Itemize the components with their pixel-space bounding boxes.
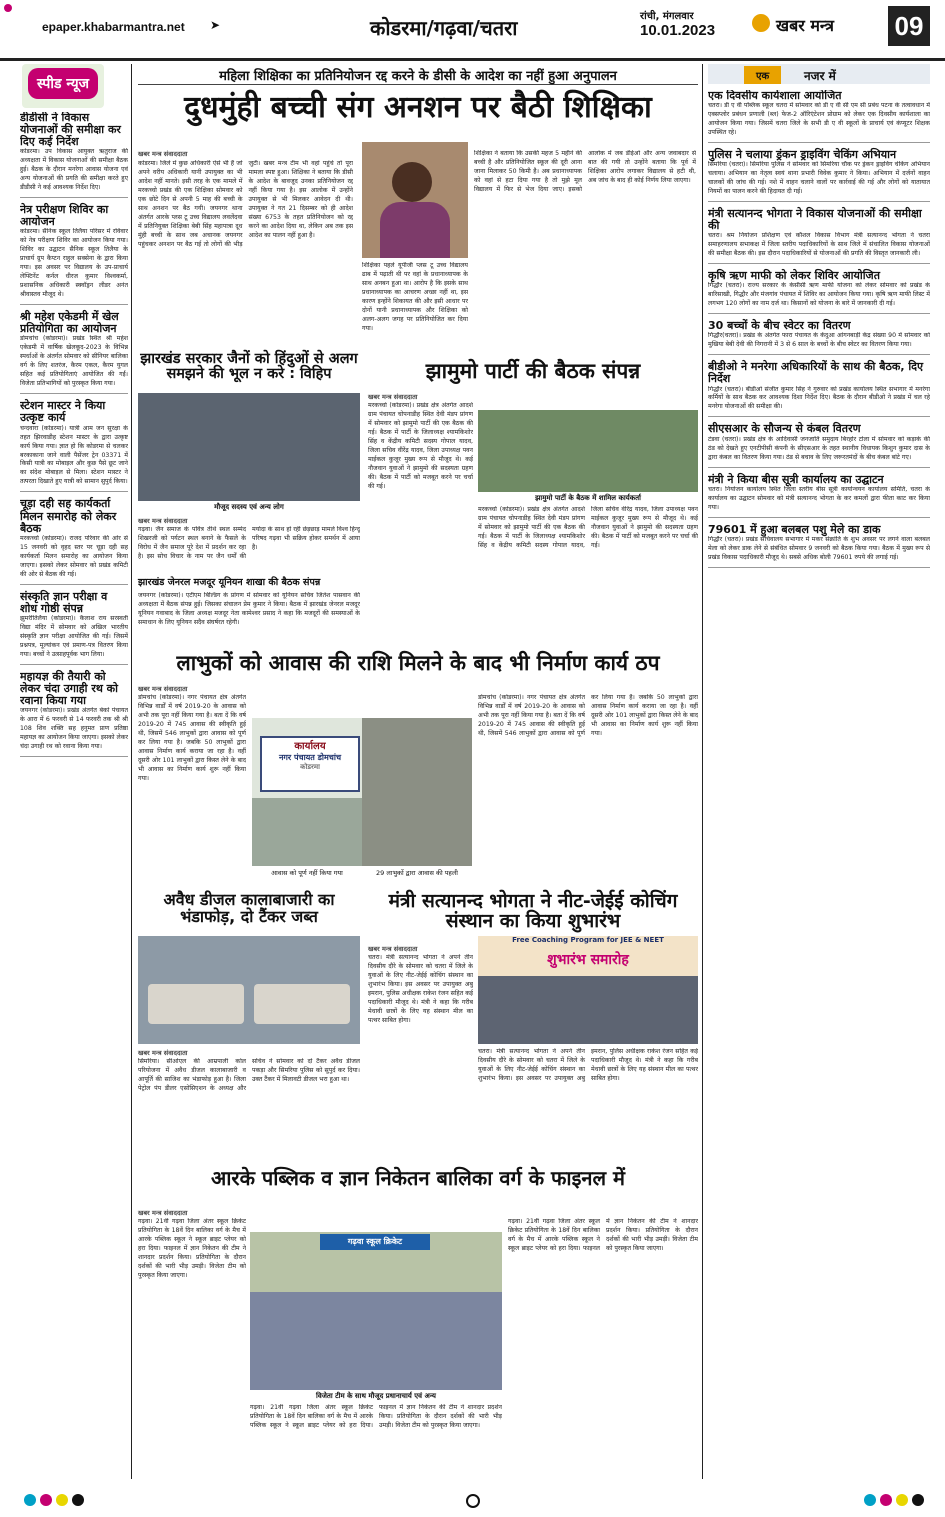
story8-banner: गढ़वा स्कूल क्रिकेट [320, 1234, 430, 1250]
office-sign-line-2: नगर पंचायत डोमचांच [278, 753, 342, 762]
registration-mark-icon [880, 1494, 892, 1506]
news-brief-text: गिद्धौर(चतरा)। प्रखंड के अंतर्गत फारा पंचायत के केंदुआ आंगनबाड़ी केंद्र संख्या 90 में सोमवार को मुखिया बेबी देवी की निगरानी में 3 से 6 साल के बच्चों के बीच स्वेटर का वितरण किया गया। [708, 332, 930, 349]
news-brief-headline: चूड़ा दही सह कार्यकर्ता मिलन समारोह को लेकर बैठक [20, 497, 117, 535]
news-brief [20, 591, 128, 665]
news-brief [20, 204, 128, 305]
news-brief [708, 423, 930, 467]
story5-caption: आवास को पूर्ण नहीं किया गया [271, 869, 343, 877]
story1-body: कोडरमा। जिले में कुछ अधिकारी ऐसे भी हैं जो अपने वरीय अधिकारी यानी उपायुक्त का भी आदेश नहीं मानते। इसी तरह के एक मामले में मरकच्चो प्रखंड की एक शिक्षिका सोमवार को एक छोटे दिन से अपनी 5 माह की बच्ची के साथ अनशन पर बैठ गयी। जयनगर थाना अंतर्गत आरके प्लस टू उच्च विद्यालय लवलेंदवा में प्रतिनियुक्त शिक्षिका बेबी सिंह महापात्रा दूध मुंही बच्ची के साथ जब अचानक जयनगर पहुंचकर अनशन पर बैठ गई तो लोगों की भीड़ जुटी। खबर मन्त्र टीम भी वहां पहुंचे तो पूरा मामला स्पष्ट हुआ। शिक्षिका ने बताया कि डीसी के आदेश के बावजूद उनका प्रतिनियोजन रद्द नहीं किया गया है। इस आलोक में उन्होंने उपायुक्त से भी मिलकर आवेदन दी थी। उपायुक्त ने गत 21 दिसम्बर को ही आदेश संख्या 6753 के तहत प्रतिनियोजन को रद्द करने का आदेश दिया था, लेकिन अब तक इस आदेश का पालन नहीं हुआ है। [138, 160, 353, 248]
story5-headline: लाभुकों को आवास की राशि मिलने के बाद भी निर्माण कार्य ठप [176, 651, 660, 675]
column-divider [702, 64, 703, 1479]
main-headline: दुधमुंही बच्ची संग अनशन पर बैठी शिक्षिका [184, 90, 652, 125]
news-brief-headline: कृषि ऋण माफी को लेकर शिविर आयोजित [708, 269, 880, 283]
news-brief-text: चतरा। डी ए वी पब्लिक स्कूल चतरा में सोमवार को डी ए वी सी एम सी प्रबंध पटना के तत्वावधान में एक्सप्लोर प्रबंधन प्रणाली (ब्ल) फेज-2 ऑरिएंटेशन प्रोग्राम को लेकर एक दिवसीय कार्यशाला का आयोजन किया गया। जिसमें चतरा जिले के सभी डी ए वी स्कूलों के प्राचार्य एवं कंप्यूटर शिक्षक उपस्थित रहे। [708, 102, 930, 137]
story4-body: मरकच्चो (कोडरमा)। प्रखंड क्षेत्र अंतर्गत आदर्श ग्राम पंचायत चोपनाडीह स्थित देवी मंडप प्रांगण में सोमवार को झामुमो पार्टी की एक बैठक की गई। बैठक में पार्टी के जिलाध्यक्ष श्यामकिशोर सिंह व केंद्रीय कमिटी सदस्य गोपाल यादव, जिला सचिव वीरेंद्र यादव, जिला उपाध्यक्ष पवन माईकल कुजूर मुख्य रूप से मौजूद थे। कई नौजवान युवाओं ने झामुमो की सदस्यता ग्रहण की। बैठक में पार्टी को मजबूत करने पर चर्चा की गई। [368, 402, 473, 490]
story5-photo-2 [362, 718, 472, 866]
brand-name: खबर मन्त्र [776, 16, 834, 35]
news-brief-headline: बीडीओ ने मनरेगा अधिकारियों के साथ की बैठक, दिए निर्देश [708, 360, 924, 386]
story8-body: गढ़वा। 21वीं गढ़वा जिला अंतर स्कूल क्रिकेट प्रतियोगिता के 18वें दिन बालिका वर्ग के मैच में आरके पब्लिक स्कूल ने स्कूल ब्राइट प्लेयर को हरा दिया। फाइनल में ज्ञान निकेतन की टीम ने शानदार प्रदर्शन किया। प्रतियोगिता के दौरान दर्शकों की भारी भीड़ उमड़ी। विजेता टीम को पुरस्कृत किया जाएगा। [138, 1218, 246, 1279]
story7-body: चतरा। मंत्री सत्यानन्द भोगता ने अपने तीन दिवसीय दौरे के सोमवार को चतरा में जिले के युवाओं के लिए नीट-जेईई कोचिंग संस्थान का शुभारंभ किया। इस अवसर पर उपायुक्त अबु इमरान, पुलिस अधीक्षक राकेश रंजन सहित कई पदाधिकारी मौजूद थे। मंत्री ने कहा कि गरीब मेधावी छात्रों के लिए यह संस्थान मील का पत्थर साबित होगा। [368, 954, 473, 1024]
registration-mark-icon [912, 1494, 924, 1506]
story3-body: जयनगर (कोडरमा)। एटीएम बिल्डिंग के प्रांगण में सोमवार को यूनियन सचिव जितेश पासवान की अध्यक्षता में बैठक संपन्न हुई। जिसका संचालन प्रेम कुमार ने किया। बैठक में झारखंड जेनरल मजदूर यूनियन गवाबाद के जिला अध्यक्ष मजदूर नेता कामेश्वर प्रसाद ने कहा कि मजदूरों की समस्याओं के समाधान के लिए यूनियन सदैव संघर्षरत रहेगी। [138, 592, 360, 626]
news-brief-text: मरकच्चो (कोडरमा)। राजद परिवार की ओर से 15 जनवरी को वृहद स्तर पर चूड़ा दही सह कार्यकर्ता मिलन समारोह का आयोजन किया जाएगा। इसको लेकर सोमवार को प्रखंड कमिटी की ओर से बैठक की गई। [20, 534, 128, 578]
story8-body-2: गढ़वा। 21वीं गढ़वा जिला अंतर स्कूल क्रिकेट प्रतियोगिता के 18वें दिन बालिका वर्ग के मैच में आरके पब्लिक स्कूल ने स्कूल ब्राइट प्लेयर को हरा दिया। फाइनल में ज्ञान निकेतन की टीम ने शानदार प्रदर्शन किया। प्रतियोगिता के दौरान दर्शकों की भारी भीड़ उमड़ी। विजेता टीम को पुरस्कृत किया जाएगा। [250, 1404, 502, 1429]
story7-banner: Free Coaching Program for JEE & NEET [512, 936, 664, 944]
story6-body: सिमरिया। सीओएल की आम्रपाली कोल परियोजना में अवैध डीजल कालाबाजारी व आपूर्ति की साजिश का भंडाफोड़ हुआ है। जिला पेट्रोल पंप डीलर एसोसिएशन के अध्यक्ष और सचिव ने सोमवार को दो टैंकर अवैध डीजल पकड़ा और सिमरिया पुलिस को सुपुर्द कर दिया। उक्त टैंकर में मिलावटी डीजल भरा हुआ था। [138, 1058, 360, 1092]
news-brief-text: चतरा। नियोजन कार्यालय स्थित जिला स्तरीय बीस सूत्री कार्यान्वयन कार्यालय समिति, चतरा के कार्यालय का उद्घाटन सोमवार को मंत्री सत्यानन्द भोगता के कर कमलों द्वारा फीता काट कर किया गया। [708, 485, 930, 511]
news-brief [20, 498, 128, 584]
news-brief [708, 361, 930, 417]
story4-photo [478, 410, 698, 492]
news-brief-headline: मंत्री सत्यानन्द भोगता ने विकास योजनाओं की समीक्षा की [708, 207, 922, 233]
registration-mark-icon [56, 1494, 68, 1506]
news-brief [20, 311, 128, 394]
byline: खबर मन्त्र संवाददाता [138, 1209, 188, 1217]
story7-headline: मंत्री सत्यानन्द भोगता ने नीट-जेईई कोचिंग संस्थान का किया शुभारंभ [388, 890, 678, 932]
story8-body-3: गढ़वा। 21वीं गढ़वा जिला अंतर स्कूल क्रिकेट प्रतियोगिता के 18वें दिन बालिका वर्ग के मैच में आरके पब्लिक स्कूल ने स्कूल ब्राइट प्लेयर को हरा दिया। फाइनल में ज्ञान निकेतन की टीम ने शानदार प्रदर्शन किया। प्रतियोगिता के दौरान दर्शकों की भारी भीड़ उमड़ी। विजेता टीम को पुरस्कृत किया जाएगा। [508, 1218, 698, 1252]
story2-body: गढ़वा। जैन समाज के पवित्र तीर्थ स्थल सम्मेद शिखरजी को पर्यटन स्थल बनाने के फैसले के विरोध में जैन समाज पूरे देश में प्रदर्शन कर रहा है। इस सोच विचार के नाम पर जैन धर्मों की मर्यादा के साथ हो रही छेड़छाड़ मामले विश्व हिन्दू परिषद गढ़वा भी सक्रिय होकर समर्थन में आया है। [138, 526, 360, 560]
news-brief-headline: संस्कृति ज्ञान परीक्षा व शोध गोष्ठी संपन्न [20, 589, 108, 615]
news-brief-text: डोमचांच (कोडरमा)। प्रखंड स्थित श्री महेश एकेडमी में वार्षिक खेलकूद-2023 के विभिन्न स्पर्धाओं के अंतर्गत सोमवार को सीनियर बालिका वर्ग के लिए शतरंज, कैरम एकल, कैरम युगल सहित कई प्रतियोगिताएं आयोजित की गईं। विजेता प्रतिभागियों को पुरस्कृत किया गया। [20, 335, 128, 388]
registration-mark-icon [72, 1494, 84, 1506]
office-sign-line-1: कार्यालय [294, 741, 326, 752]
byline: खबर मन्त्र संवाददाता [138, 1049, 188, 1057]
registration-mark-icon [466, 1494, 480, 1508]
story7-banner-2: शुभारंभ समारोह [547, 952, 629, 968]
story4-body-2: मरकच्चो (कोडरमा)। प्रखंड क्षेत्र अंतर्गत आदर्श ग्राम पंचायत चोपनाडीह स्थित देवी मंडप प्रांगण में सोमवार को झामुमो पार्टी की एक बैठक की गई। बैठक में पार्टी के जिलाध्यक्ष श्यामकिशोर सिंह व केंद्रीय कमिटी सदस्य गोपाल यादव, जिला सचिव वीरेंद्र यादव, जिला उपाध्यक्ष पवन माईकल कुजूर मुख्य रूप से मौजूद थे। कई नौजवान युवाओं ने झामुमो की सदस्यता ग्रहण की। बैठक में पार्टी को मजबूत करने पर चर्चा की गई। [478, 506, 698, 549]
story8-photo [250, 1232, 502, 1390]
news-brief-text: गिद्धौर (चतरा)। बीडीओ संजीत कुमार सिंह ने गुरुवार को प्रखंड कार्यालय स्थित सभागार में मनरेगा कर्मियों के साथ बैठक कर आवश्यक दिशा निर्देश दिए। बैठक के दौरान बीडीओ ने प्रखंड में चल रहे मनरेगा योजनाओं की समीक्षा की। [708, 385, 930, 411]
news-brief-headline: पुलिस ने चलाया ड्रंकन ड्राइविंग चेकिंग अभियान [708, 148, 897, 162]
story3-headline: झारखंड जेनरल मजदूर यूनियन शाखा की बैठक संपन्न [138, 577, 321, 588]
news-brief-headline: नेत्र परीक्षण शिविर का आयोजन [20, 203, 109, 229]
news-brief-text: सिमरिया (चतरा)। सिमरिया पुलिस ने सोमवार को सिमरिया चौक पर ड्रंकन ड्राइविंग चेकिंग अभियान चलाया। अभियान का नेतृत्व स्वयं थाना प्रभारी विवेक कुमार ने किया। अभियान में दर्जनों वाहन चालकों की जांच की गई। नशे में वाहन चलाने वालों पर कार्रवाई की गई और लोगों को यातायात नियमों का पालन करने की हिदायत दी गई। [708, 161, 930, 196]
news-brief [708, 524, 930, 568]
story5-body: डोमचांच (कोडरमा)। नगर पंचायत क्षेत्र अंतर्गत विभिन्न वार्डों में वर्ष 2019-20 के आवास को अभी तक पूरा नहीं किया गया है। बता दें कि वर्ष 2019-20 में 745 आवास की स्वीकृति हुई थी, जिसमें 546 लाभुकों द्वारा आवास को पूर्ण कर लिया गया है। जबकि 50 लाभुकों द्वारा आवास निर्माण कार्य कराया जा रहा है। वहीं दूसरी ओर 101 लाभुकों द्वारा किस्त लेने के बाद भी आवास का निर्माण कार्य शुरू नहीं किया गया। [138, 694, 246, 782]
news-brief [708, 270, 930, 314]
news-brief [708, 474, 930, 518]
arrow-cursor-icon: ➤ [210, 18, 221, 32]
news-brief [708, 320, 930, 355]
registration-mark-icon [40, 1494, 52, 1506]
speed-news-column [20, 112, 128, 1477]
byline: खबर मन्त्र संवाददाता [138, 150, 188, 158]
brand-logo-icon [752, 14, 770, 32]
page-section-title: कोडरमा/गढ़वा/चतरा [370, 16, 518, 40]
story5-photo-1 [252, 718, 362, 866]
story6-photo [138, 936, 360, 1044]
story2-headline: झारखंड सरकार जैनों को हिंदुओं से अलग समझने की भूल न करे : विहिप [140, 351, 358, 383]
news-brief-text: टंडवा (चतरा)। प्रखंड क्षेत्र के आदिवासी जनजाति समुदाय बिरहोर टोला में सोमवार को कड़ाके की ठंड को देखते हुए एनटीपीसी कंपनी के सीएसआर के तहत स्थानीय विधायक किशुन कुमार दास के द्वारा कंबल का वितरण किया गया। ठंड से बचाव के लिए जरूरतमंदों के बीच कंबल बांटे गए। [708, 435, 930, 461]
story8-caption: विजेता टीम के साथ मौजूद प्रधानाचार्य एवं अन्य [316, 1392, 436, 1400]
news-brief [708, 90, 930, 143]
story7-body-2: चतरा। मंत्री सत्यानन्द भोगता ने अपने तीन दिवसीय दौरे के सोमवार को चतरा में जिले के युवाओं के लिए नीट-जेईई कोचिंग संस्थान का शुभारंभ किया। इस अवसर पर उपायुक्त अबु इमरान, पुलिस अधीक्षक राकेश रंजन सहित कई पदाधिकारी मौजूद थे। मंत्री ने कहा कि गरीब मेधावी छात्रों के लिए यह संस्थान मील का पत्थर साबित होगा। [478, 1048, 698, 1082]
dateline-city: रांची, मंगलवार [640, 11, 694, 22]
news-brief-headline: श्री महेश एकेडमी में खेल प्रतियोगिता का आयोजन [20, 310, 119, 336]
byline: खबर मन्त्र संवाददाता [138, 685, 188, 693]
registration-mark-icon [4, 4, 12, 12]
news-brief-headline: 79601 में हुआ बलबल पशु मेले का डाक [708, 522, 881, 536]
byline: खबर मन्त्र संवाददाता [368, 945, 418, 953]
story5-caption-2: 29 लाभुकों द्वारा आवास की पहली [376, 869, 458, 877]
page-number: 09 [888, 6, 930, 46]
story8-headline: आरके पब्लिक व ज्ञान निकेतन बालिका वर्ग के फाइनल में [210, 1166, 626, 1190]
news-brief-headline: महायज्ञ की तैयारी को लेकर चंदा उगाही रथ को रवाना किया गया [20, 669, 118, 707]
news-brief [20, 400, 128, 492]
speed-news-logo [22, 64, 104, 108]
right-column-label [708, 64, 930, 84]
news-brief-headline: मंत्री ने किया बीस सूत्री कार्यालय का उद्घाटन [708, 472, 884, 486]
registration-mark-icon [24, 1494, 36, 1506]
page-header [0, 0, 945, 61]
column-divider [131, 64, 132, 1479]
news-brief-text: कोडरमा। सैनिक स्कूल तिलैया परिसर में रविवार को नेत्र परीक्षण शिविर का आयोजन किया गया। शिविर का उद्घाटन सैनिक स्कूल तिलैया के प्राचार्य ग्रुप कैप्टन राहुल सक्सेना के द्वारा किया गया। इस अवसर पर विद्यालय के उप-प्राचार्य लेफ्टिनेंट कर्नल धीरज कुमार विश्वकर्मा, प्रशासनिक अधिकारी स्क्वॉड्रन लीडर अनंत श्रीवास्तव मौजूद थे। [20, 228, 128, 299]
right-column-title: नजर में [804, 69, 836, 83]
story2-caption: मौजूद सदस्य एवं अन्य लोग [214, 503, 284, 511]
news-brief-headline: एक दिवसीय कार्यशाला आयोजित [708, 90, 842, 102]
news-brief-headline: स्टेशन मास्टर ने किया उत्कृष्ट कार्य [20, 399, 106, 425]
story5-body-2: डोमचांच (कोडरमा)। नगर पंचायत क्षेत्र अंतर्गत विभिन्न वार्डों में वर्ष 2019-20 के आवास को अभी तक पूरा नहीं किया गया है। बता दें कि वर्ष 2019-20 में 745 आवास की स्वीकृति हुई थी, जिसमें 546 लाभुकों द्वारा आवास को पूर्ण कर लिया गया है। जबकि 50 लाभुकों द्वारा आवास निर्माण कार्य कराया जा रहा है। वहीं दूसरी ओर 101 लाभुकों द्वारा किस्त लेने के बाद भी आवास का निर्माण कार्य शुरू नहीं किया गया। [478, 694, 698, 737]
news-brief [708, 149, 930, 202]
dateline-date: 10.01.2023 [640, 22, 716, 39]
top-strip-headline: महिला शिक्षिका का प्रतिनियोजन रद्द करने के डीसी के आदेश का नहीं हुआ अनुपालन [138, 66, 698, 85]
news-brief-text: गिद्धौर (चतरा)। प्रखंड सचिवालय सभागार में मकर संक्रांति के शुभ अवसर पर लगने वाला बलबल मेला को लेकर डाक लेने से संबंधित सोमवार 9 जनवरी को बैठक किया गया। बैठक में मुख्य रूप से प्रखंड विकास पदाधिकारी मौजूद थे। सबसे अधिक बोली 79601 रुपये की लगाई गई। [708, 535, 930, 561]
news-brief-text: जयनगर (कोडरमा)। प्रखंड अंतर्गत बेको पंचायत के आरा में 6 फरवरी से 14 फरवरी तक श्री श्री 108 शिव शक्ति सह हनुमत प्राण प्रतिष्ठा महायज्ञ का आयोजन किया जाएगा। इसको लेकर चंदा उगाही रथ को रवाना किया गया। [20, 707, 128, 750]
story1-caption: शिक्षिका पहले यूपीजी प्लस टू उच्च विद्यालय ढाब में पढ़ाती थी पर वहां के प्रधानाध्यापक के साथ अनबन हुआ था। आरोप है कि इसके साथ प्रधानाध्यापक का आचरण अच्छा नहीं था, इस कारण इन्होंने शिकायत की और इसी आधार पर दोनों यानी प्रधानाध्यापक और शिक्षिका को अलग-अलग जगह पर प्रतिनियोजित कर दिया गया। [362, 262, 468, 332]
news-brief-headline: 30 बच्चों के बीच स्वेटर का वितरण [708, 319, 851, 333]
news-brief [708, 208, 930, 264]
news-brief [20, 112, 128, 198]
story2-photo [138, 393, 360, 501]
news-brief [20, 671, 128, 757]
story1-photo [362, 142, 468, 258]
story4-caption: झामुमो पार्टी के बैठक में शामिल कार्यकर्ता [535, 494, 641, 502]
story7-photo [478, 936, 698, 1044]
speed-news-label: स्पीड न्यूज [28, 68, 98, 99]
epaper-url[interactable]: epaper.khabarmantra.net [42, 20, 185, 34]
registration-mark-icon [864, 1494, 876, 1506]
story4-headline: झामुमो पार्टी की बैठक संपन्न [425, 359, 641, 383]
office-sign-line-3: कोडरमा [300, 763, 320, 771]
news-brief-text: झुमरीतिलैया (कोडरमा)। कैलाश राय सरस्वती विद्या मंदिर में सोमवार को अखिल भारतीय संस्कृति ज्ञान परीक्षा आयोजित की गई। जिसमें प्रश्नपत्र, मूल्यांकन एवं प्रमाण-पत्र वितरण किया गया। बच्चों ने उत्साहपूर्वक भाग लिया। [20, 614, 128, 658]
byline: खबर मन्त्र संवाददाता [138, 517, 188, 525]
news-brief-text: कोडरमा। उप विकास आयुक्त ऋतुराज की अध्यक्षता में विकास योजनाओं की समीक्षा बैठक हुई। बैठक के दौरान मनरेगा आवास योजना एवं अन्य योजनाओं की प्रगति की समीक्षा करते हुए डीडीसी ने कई आवश्यक निर्देश दिए। [20, 148, 128, 192]
news-brief-headline: डीडीसी ने विकास योजनाओं की समीक्षा कर दिए कई निर्देश [20, 112, 121, 149]
news-brief-text: चन्दवारा (कोडरमा)। यात्री आम जन सुरक्षा के तहत झिरवाडीह स्टेशन मास्टर के द्वारा उत्कृष्ट कार्य किया गया। ज्ञात हो कि कोडरमा से चलकर बरकाकाना जाने वाली पैसेंजर ट्रेन 03371 में किसी यात्री का मोबाइल और कुछ पैसे छूट जाने का संदेश मोबाइल से मिला। स्टेशन मास्टर ने तत्परता दिखाते हुए यात्री को सामान सुपुर्द किया। [20, 424, 128, 486]
right-column [708, 90, 930, 1480]
news-brief-text: गिद्धौर (चतरा)। राज्य सरकार के केसीसी ऋण माफी योजना को लेकर सोमवार को प्रखंड के बारिसाखी, गिद्धौर और मंजगांव पंचायत में शिविर का आयोजन किया गया। कृषि ऋण माफी लिस्ट में लगभग 120 लोगों का नाम दर्ज था। किसानों को योजना के बारे में जानकारी दी गई। [708, 282, 930, 308]
registration-mark-icon [896, 1494, 908, 1506]
story1-body-2: शिक्षिका ने बताया कि उसकी महज 5 महीने की बच्ची है और प्रतिनियोजित स्कूल की दूरी आना जाना मिलाकर 50 किमी है। अब प्रधानाध्यापक को वहां से हटा दिया गया है तो मुझे मूल विद्यालय में फिर से भेज दिया जाए। इसको आलोक में जब डीईओ और अन्य जवाबदार से बात की गयी तो उन्होंने बताया कि पूर्व में शिक्षिका आरोप लगाकर विद्यालय से हटी थी, अब जांच के बाद ही कोई निर्णय लिया जाएगा। [474, 150, 696, 193]
news-brief-headline: सीएसआर के सौजन्य से कंबल वितरण [708, 422, 861, 436]
story6-headline: अवैध डीजल कालाबाजारी का भंडाफोड़, दो टैंकर जब्त [163, 890, 335, 926]
news-brief-text: चतरा। श्रम नियोजन प्रशिक्षण एवं कौशल विकास विभाग मंत्री सत्यानन्द भोगता ने चतरा समाहरणालय सभाकक्ष में जिला स्तरीय पदाधिकारियों के साथ जिले में संचालित विकास योजनाओं की समीक्षा बैठक की। इस दौरान पदाधिकारियों से योजनाओं की प्रगति की विस्तृत जानकारी ली। [708, 232, 930, 258]
byline: खबर मन्त्र संवाददाता [368, 393, 418, 401]
right-column-badge: एक [744, 66, 781, 84]
